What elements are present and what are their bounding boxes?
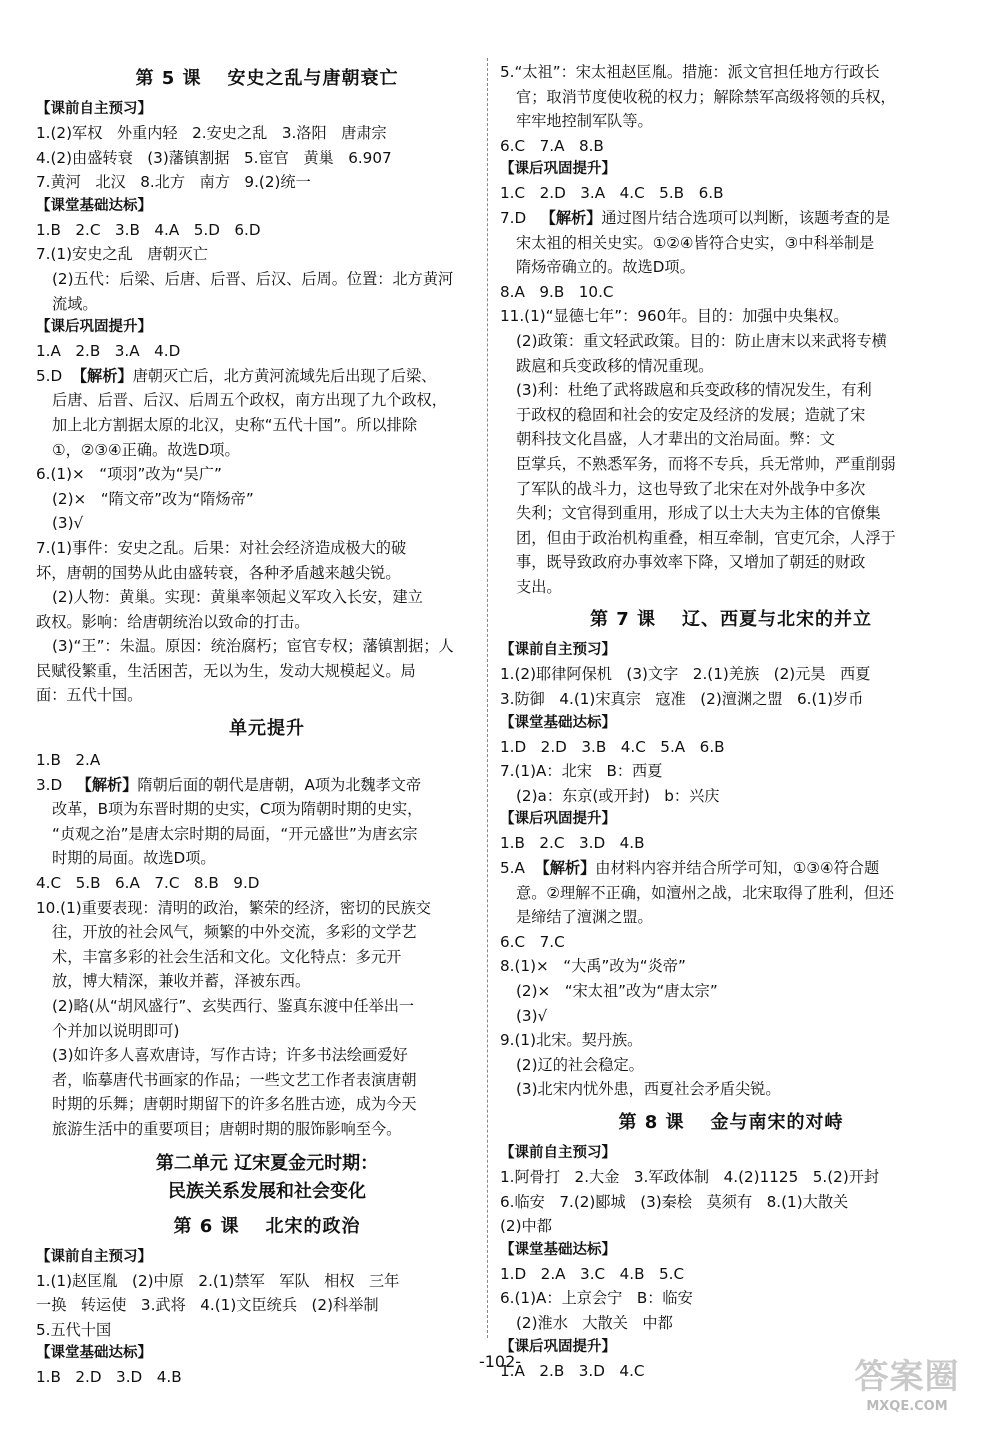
answer-line: (3)利：杜绝了武将跋扈和兵变政移的情况发生，有利 xyxy=(516,381,872,400)
answer-line: 1.(2)耶律阿保机 (3)文字 2.(1)羌族 (2)元昊 西夏 xyxy=(500,665,871,684)
answer-line: 牢牢地控制军队等。 xyxy=(516,112,653,131)
watermark-logo xyxy=(832,1355,982,1425)
answer-line: (2)× “隋文帝”改为“隋炀帝” xyxy=(52,489,254,508)
answer-line: 一换 转运使 3.武将 4.(1)文臣统兵 (2)科举制 xyxy=(36,1296,379,1315)
right-column xyxy=(500,60,962,1383)
answer-line: 加上北方割据太原的北汉，史称“五代十国”。所以排除 xyxy=(52,415,418,434)
answer-line xyxy=(500,206,962,231)
answer-line: 8.A 9.B 10.C xyxy=(500,282,614,301)
answer-line: 官；取消节度使收税的权力；解除禁军高级将领的兵权， xyxy=(516,87,896,106)
answer-line: (2)辽的社会稳定。 xyxy=(516,1055,644,1074)
answer-line: 意。②理解不正确，如澶州之战，北宋取得了胜利，但还 xyxy=(516,883,895,902)
answer-line: 朝科技文化昌盛，人才辈出的文治局面。弊：文 xyxy=(516,430,835,449)
answer-line: 7.(1)事件：安史之乱。后果：对社会经济造成极大的破 xyxy=(36,538,407,557)
answer-line: 旅游生活中的重要项目；唐朝时期的服饰影响至今。 xyxy=(52,1119,402,1138)
analysis-tag: 【解析】 xyxy=(76,775,138,794)
answer-line: 改革，B项为东晋时期的史实，C项为隋朝时期的史实， xyxy=(52,800,423,819)
lesson-name: 辽、西夏与北宋的并立 xyxy=(682,609,873,631)
section-heading: 【课前自主预习】 xyxy=(36,101,152,117)
answer-line: 团，但由于政治机构重叠，相互牵制，官吏冗余，人浮于 xyxy=(516,528,896,547)
answer-line: 7.(1)A：北宋 B：西夏 xyxy=(500,762,663,781)
answer-line: (3)√ xyxy=(52,514,84,533)
watermark-url: MXQE.COM xyxy=(866,1399,948,1414)
answer-key: 7.D xyxy=(500,208,541,227)
answer-line: 支出。 xyxy=(516,577,562,596)
answer-line: 5.“太祖”：宋太祖赵匡胤。措施：派文官担任地方行政长 xyxy=(500,63,880,81)
left-column xyxy=(36,58,498,1390)
answer-line: 坏，唐朝的国势从此由盛转衰，各种矛盾越来越尖锐。 xyxy=(36,563,401,582)
answer-key: 3.D xyxy=(36,775,77,794)
answer-line: 3.防御 4.(1)宋真宗 寇准 (2)澶渊之盟 6.(1)岁币 xyxy=(500,690,864,709)
lesson-7-title xyxy=(500,605,962,635)
answer-line: 放，博大精深，兼收并蓄，泽被东西。 xyxy=(52,972,311,991)
answer-line: 1.(2)军权 外重内轻 2.安史之乱 3.洛阳 唐肃宗 xyxy=(36,124,387,142)
answer-line: 术，丰富多彩的社会生活和文化。文化特点：多元开 xyxy=(52,947,402,966)
watermark-text: 答案圈 xyxy=(854,1357,960,1397)
answer-line xyxy=(36,364,498,389)
analysis-text: 由材料内容并结合所学可知，①③④符合题 xyxy=(595,859,880,878)
answer-line: 6.临安 7.(2)郾城 (3)秦桧 莫须有 8.(1)大散关 xyxy=(500,1192,849,1211)
answer-line: 5.五代十国 xyxy=(36,1320,112,1339)
answer-line: (2)人物：黄巢。实现：黄巢率领起义军攻入长安，建立 xyxy=(52,588,423,607)
answer-line: 6.(1)A：上京会宁 B：临安 xyxy=(500,1289,693,1308)
answer-line: 10.(1)重要表现：清明的政治，繁荣的经济，密切的民族交 xyxy=(36,898,431,917)
answer-line xyxy=(500,856,962,881)
section-heading: 【课前自主预习】 xyxy=(500,1144,616,1161)
answer-line: 流域。 xyxy=(52,294,98,313)
answer-line: 时期的乐舞；唐朝时期留下的许多名胜古迹，成为今天 xyxy=(52,1095,417,1114)
section-heading: 【课堂基础达标】 xyxy=(500,1241,616,1258)
answer-line: 1.A 2.B 3.D 4.C xyxy=(500,1361,645,1380)
answer-line: (2)五代：后梁、后唐、后晋、后汉、后周。位置：北方黄河 xyxy=(52,269,454,288)
answer-line: (3)北宋内忧外患，西夏社会矛盾尖锐。 xyxy=(516,1080,781,1099)
lesson-5-title xyxy=(36,64,498,94)
answer-line: 11.(1)“显德七年”：960年。目的：加强中央集权。 xyxy=(500,307,849,326)
section-heading: 【课堂基础达标】 xyxy=(500,714,616,731)
answer-line: 9.(1)北宋。契丹族。 xyxy=(500,1031,643,1050)
section-heading: 【课前自主预习】 xyxy=(500,642,616,659)
answer-line: (2)略(从“胡风盛行”、玄奘西行、鉴真东渡中任举出一 xyxy=(52,997,415,1015)
analysis-tag: 【解析】 xyxy=(71,366,133,385)
answer-line xyxy=(36,773,498,798)
answer-line: 后唐、后晋、后汉、后周五个政权，南方出现了九个政权， xyxy=(52,391,447,410)
analysis-text: 通过图片结合选项可以判断，该题考查的是 xyxy=(601,208,890,227)
answer-line: 时期的局面。故选D项。 xyxy=(52,849,216,868)
answer-line: 1.B 2.D 3.D 4.B xyxy=(36,1368,182,1387)
answer-line: 1.D 2.A 3.C 4.B 5.C xyxy=(500,1264,685,1283)
analysis-text: 隋朝后面的朝代是唐朝，A项为北魏孝文帝 xyxy=(137,775,422,794)
answer-line: 政权。影响：给唐朝统治以致命的打击。 xyxy=(36,612,310,631)
lesson-number: 第 5 课 xyxy=(135,68,202,89)
answer-line: (2)淮水 大散关 中都 xyxy=(516,1313,673,1332)
lesson-number: 第 6 课 xyxy=(173,1215,240,1237)
analysis-text: 唐朝灭亡后，北方黄河流域先后出现了后梁、 xyxy=(132,366,437,385)
answer-line: 是缔结了澶渊之盟。 xyxy=(516,908,653,927)
answer-line: 面：五代十国。 xyxy=(36,686,143,705)
section-heading: 【课后巩固提升】 xyxy=(500,811,616,828)
answer-line: 7.黄河 北汉 8.北方 南方 9.(2)统一 xyxy=(36,173,311,192)
answer-line: 6.C 7.A 8.B xyxy=(500,136,604,155)
answer-line: 民赋役繁重，生活困苦，无以为生，发动大规模起义。局 xyxy=(36,661,416,680)
answer-line: 1.B 2.A xyxy=(36,751,101,770)
lesson-number: 第 7 课 xyxy=(589,609,657,631)
lesson-name: 金与南宋的对峙 xyxy=(710,1111,844,1133)
answer-line: ①，②③④正确。故选D项。 xyxy=(52,440,240,459)
answer-line: 失利；文官得到重用，形成了以士大夫为主体的官僚集 xyxy=(516,504,881,523)
answer-line: 8.(1)× “大禹”改为“炎帝” xyxy=(500,957,686,976)
answer-line: “贞观之治”是唐太宗时期的局面，“开元盛世”为唐玄宗 xyxy=(52,824,418,843)
answer-line: 1.D 2.D 3.B 4.C 5.A 6.B xyxy=(500,737,725,756)
answer-line: 隋炀帝确立的。故选D项。 xyxy=(516,258,695,277)
answer-line: 事，既导致政府办事效率下降，又增加了朝廷的财政 xyxy=(516,553,866,572)
page-number: -102- xyxy=(478,1352,522,1371)
answer-line: 宋太祖的相关史实。①②④皆符合史实，③中科举制是 xyxy=(516,233,875,252)
section-heading: 【课堂基础达标】 xyxy=(36,1345,152,1362)
answer-line: (2)中都 xyxy=(500,1217,552,1236)
answer-line: 6.C 7.C xyxy=(500,932,565,951)
answer-line: (2)政策：重文轻武政策。目的：防止唐末以来武将专横 xyxy=(516,331,887,350)
lesson-name: 安史之乱与唐朝衰亡 xyxy=(227,68,399,89)
answer-line: 了军队的战斗力，这也导致了北宋在对外战争中多次 xyxy=(516,479,866,498)
answer-line: 往，开放的社会风气，频繁的中外交流，多彩的文学艺 xyxy=(52,923,417,942)
answer-line: 1.C 2.D 3.A 4.C 5.B 6.B xyxy=(500,184,724,203)
answer-line: 1.A 2.B 3.A 4.D xyxy=(36,342,181,361)
answer-line: 者，临摹唐代书画家的作品；一些文艺工作者表演唐朝 xyxy=(52,1070,417,1089)
answer-line: 7.(1)安史之乱 唐朝灭亡 xyxy=(36,245,208,264)
lesson-6-title xyxy=(36,1212,498,1242)
answer-line: 1.B 2.C 3.B 4.A 5.D 6.D xyxy=(36,220,261,239)
answer-line: 4.C 5.B 6.A 7.C 8.B 9.D xyxy=(36,874,260,893)
answer-line: 6.(1)× “项羽”改为“吴广” xyxy=(36,465,222,484)
answer-line: 1.(1)赵匡胤 (2)中原 2.(1)禁军 军队 相权 三年 xyxy=(36,1271,400,1290)
section-heading: 【课后巩固提升】 xyxy=(36,319,152,336)
answer-line: (3)“王”：朱温。原因：统治腐朽；宦官专权；藩镇割据；人 xyxy=(52,637,454,656)
answer-key: 5.A xyxy=(500,859,535,878)
analysis-tag: 【解析】 xyxy=(534,859,596,878)
analysis-tag: 【解析】 xyxy=(540,208,602,227)
section-heading: 【课后巩固提升】 xyxy=(500,161,616,178)
answer-line: 跋扈和兵变政移的情况重现。 xyxy=(516,356,714,375)
answer-line: 1.阿骨打 2.大金 3.军政体制 4.(2)1125 5.(2)开封 xyxy=(500,1167,880,1186)
answer-line: (2)a：东京(或开封) b：兴庆 xyxy=(516,786,720,805)
unit-2-subtitle: 民族关系发展和社会变化 xyxy=(168,1180,366,1202)
lesson-number: 第 8 课 xyxy=(618,1111,685,1133)
unit-review-title: 单元提升 xyxy=(229,718,305,740)
unit-2-title: 第二单元 辽宋夏金元时期： xyxy=(155,1152,379,1174)
answer-key: 5.D xyxy=(36,366,72,385)
answer-line: 个并加以说明即可) xyxy=(52,1021,180,1040)
lesson-8-title xyxy=(500,1108,962,1138)
answer-line: (3)如许多人喜欢唐诗，写作古诗；许多书法绘画爱好 xyxy=(52,1046,408,1065)
section-heading: 【课后巩固提升】 xyxy=(500,1338,616,1355)
section-heading: 【课前自主预习】 xyxy=(36,1248,152,1265)
answer-line: 4.(2)由盛转衰 (3)藩镇割据 5.宦官 黄巢 6.907 xyxy=(36,148,392,167)
answer-line: 臣掌兵，不熟悉军务，而将不专兵，兵无常帅，严重削弱 xyxy=(516,454,896,473)
answer-line: 1.B 2.C 3.D 4.B xyxy=(500,834,645,853)
lesson-name: 北宋的政治 xyxy=(265,1215,361,1237)
section-heading: 【课堂基础达标】 xyxy=(36,197,152,214)
answer-line: (3)√ xyxy=(516,1006,548,1025)
answer-line: 于政权的稳固和社会的安定及经济的发展；造就了宋 xyxy=(516,405,866,424)
answer-line: (2)× “宋太祖”改为“唐太宗” xyxy=(516,982,718,1000)
